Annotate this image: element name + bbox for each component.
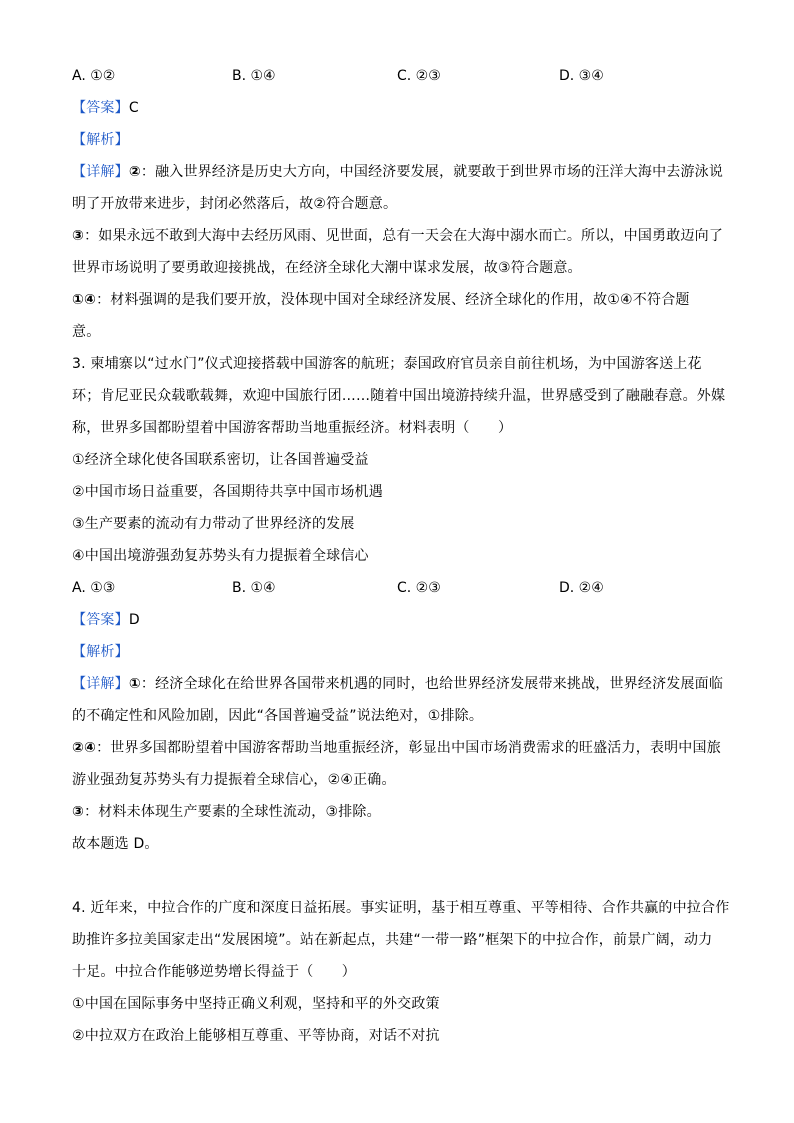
q3-option-a: A. ①③ — [72, 580, 116, 596]
q2-detail-line-4: 世界市场说明了要勇敢迎接挑战，在经济全球化大潮中谋求发展，故③符合题意。 — [72, 260, 582, 276]
option-marker: ②④ — [72, 740, 97, 756]
q2-answer — [72, 98, 722, 118]
q3-stem-line-1: 3. 柬埔寨以“过水门”仪式迎接搭载中国游客的航班；泰国政府官员亲自前往机场，为中国游客送上花 — [72, 356, 702, 372]
q2-detail-line-1 — [72, 162, 722, 182]
q2-option-d: D. ③④ — [559, 68, 604, 84]
option-marker: ③ — [72, 228, 85, 244]
q3-item-2: ②中国市场日益重要，各国期待共享中国市场机遇 — [72, 484, 383, 500]
q3-stem-line-3: 称，世界多国都盼望着中国游客帮助当地重振经济。材料表明（ ） — [72, 420, 513, 436]
q2-analysis-heading — [72, 130, 722, 150]
q3-detail-line-4: 游业强劲复苏势头有力提振着全球信心，②④正确。 — [72, 772, 396, 788]
analysis-tag: 【解析】 — [72, 644, 129, 660]
q3-detail-line-1 — [72, 674, 722, 694]
detail-text: ：融入世界经济是历史大方向，中国经济要发展，就要敢于到世界市场的汪洋大海中去游泳说 — [140, 164, 724, 180]
detail-text: ：材料未体现生产要素的全球性流动，③排除。 — [84, 804, 381, 820]
detail-tag: 【详解】 — [72, 676, 129, 692]
q2-detail-line-3 — [72, 226, 722, 246]
q3-stem-line-2: 环；肯尼亚民众载歌载舞，欢迎中国旅行团……随着中国出境游持续升温，世界感受到了融融春意。外媒 — [72, 388, 726, 404]
answer-value: D — [128, 612, 140, 628]
q4-stem-line-2: 助推许多拉美国家走出“发展困境”。站在新起点，共建“一带一路”框架下的中拉合作，前景广阔，动力 — [72, 932, 713, 948]
q3-detail-line-5 — [72, 802, 722, 822]
detail-tag: 【详解】 — [72, 164, 129, 180]
q2-option-c: C. ②③ — [397, 68, 441, 84]
q3-conclusion: 故本题选 D。 — [72, 836, 159, 852]
q3-analysis-heading — [72, 642, 722, 662]
detail-text: ：世界多国都盼望着中国游客帮助当地重振经济，彰显出中国市场消费需求的旺盛活力，表明中国旅 — [96, 740, 721, 756]
option-marker: ② — [128, 164, 141, 180]
q3-item-1: ①经济全球化使各国联系密切，让各国普遍受益 — [72, 452, 369, 468]
q3-options-row — [72, 578, 722, 598]
q2-detail-line-5 — [72, 290, 722, 310]
q3-option-b: B. ①④ — [232, 580, 276, 596]
q3-detail-line-2: 的不确定性和风险加剧，因此“各国普遍受益”说法绝对，①排除。 — [72, 708, 484, 724]
q2-option-b: B. ①④ — [232, 68, 276, 84]
answer-value: C — [128, 100, 139, 116]
q3-item-3: ③生产要素的流动有力带动了世界经济的发展 — [72, 516, 355, 532]
answer-tag: 【答案】 — [72, 100, 129, 116]
option-marker: ① — [128, 676, 141, 692]
option-marker: ③ — [72, 804, 85, 820]
option-marker: ①④ — [72, 292, 97, 308]
detail-text: ：经济全球化在给世界各国带来机遇的同时，也给世界经济发展带来挑战，世界经济发展面临 — [140, 676, 724, 692]
q2-detail-line-2: 明了开放带来进步，封闭必然落后，故②符合题意。 — [72, 196, 398, 212]
q3-option-d: D. ②④ — [559, 580, 604, 596]
analysis-tag: 【解析】 — [72, 132, 129, 148]
q4-stem-line-1: 4. 近年来，中拉合作的广度和深度日益拓展。事实证明，基于相互尊重、平等相待、合作共赢的中拉合作 — [72, 900, 730, 916]
q3-item-4: ④中国出境游强劲复苏势头有力提振着全球信心 — [72, 548, 369, 564]
q2-option-a: A. ①② — [72, 68, 116, 84]
q3-answer — [72, 610, 722, 630]
answer-tag: 【答案】 — [72, 612, 129, 628]
q3-detail-line-3 — [72, 738, 722, 758]
q2-detail-line-6: 意。 — [72, 324, 101, 340]
q2-options-row — [72, 66, 722, 86]
q4-item-1: ①中国在国际事务中坚持正确义利观，坚持和平的外交政策 — [72, 996, 440, 1012]
q4-item-2: ②中拉双方在政治上能够相互尊重、平等协商，对话不对抗 — [72, 1028, 440, 1044]
detail-text: ：材料强调的是我们要开放，没体现中国对全球经济发展、经济全球化的作用，故①④不符合题 — [96, 292, 690, 308]
q4-stem-line-3: 十足。中拉合作能够逆势增长得益于（ ） — [72, 964, 356, 980]
detail-text: ：如果永远不敢到大海中去经历风雨、见世面，总有一天会在大海中溺水而亡。所以，中国勇敢迈向了 — [84, 228, 724, 244]
q3-option-c: C. ②③ — [397, 580, 441, 596]
